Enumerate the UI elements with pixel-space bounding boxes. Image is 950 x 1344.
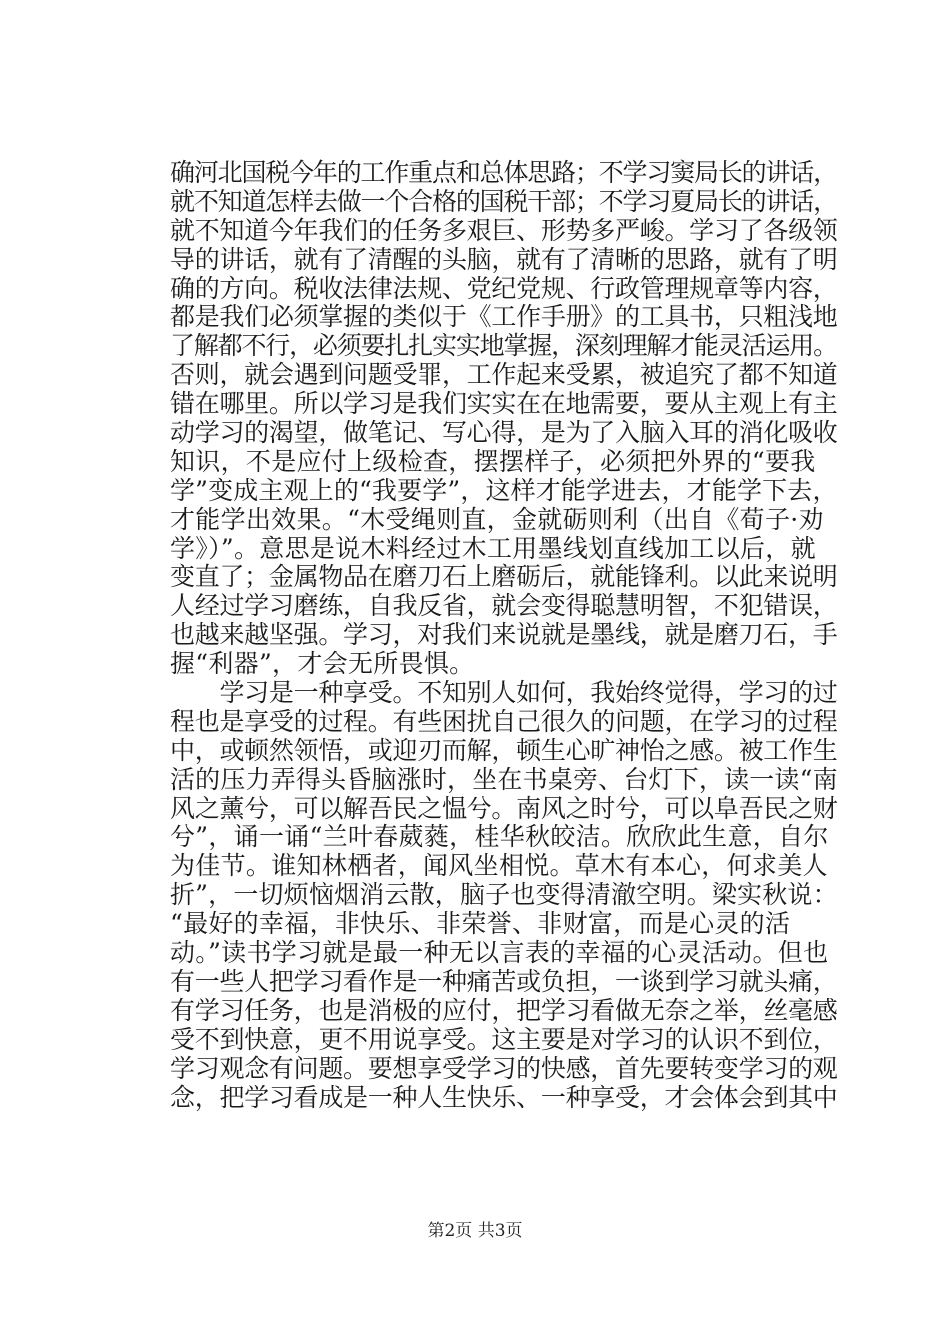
text-line: 学习观念有问题。要想享受学习的快感，首先要转变学习的观: [170, 1053, 838, 1083]
text-line: 了解都不行，必须要扎扎实实地掌握，深刻理解才能灵活运用。: [170, 331, 837, 361]
text-line: 学”变成主观上的“我要学”，这样才能学进去，才能学下去，: [170, 475, 838, 505]
text-line: 动。”读书学习就是最一种无以言表的幸福的心灵活动。但也: [170, 938, 829, 968]
document-body: [170, 159, 838, 1112]
text-line: 否则，就会遇到问题受罪，工作起来受累，被追究了都不知道: [170, 360, 838, 390]
text-line: 程也是享受的过程。有些困扰自己很久的问题，在学习的过程: [170, 706, 838, 736]
text-line: 风之薰兮，可以解吾民之愠兮。南风之时兮，可以阜吾民之财: [170, 793, 838, 823]
text-line: 错在哪里。所以学习是我们实实在在地需要，要从主观上有主: [170, 389, 838, 419]
text-line: 折”，一切烦恼烟消云散，脑子也变得清澈空明。梁实秋说：: [170, 880, 838, 910]
text-line: 变直了；金属物品在磨刀石上磨砺后，就能锋利。以此来说明: [170, 562, 838, 592]
text-line: 为佳节。谁知林栖者，闻风坐相悦。草木有本心，何求美人: [170, 851, 828, 881]
text-line: 学习是一种享受。不知别人如何，我始终觉得，学习的过: [170, 678, 838, 708]
text-line: 也越来越坚强。学习，对我们来说就是墨线，就是磨刀石，手: [170, 620, 838, 650]
text-line: 活的压力弄得头昏脑涨时，坐在书桌旁、台灯下，读一读“南: [170, 764, 838, 794]
text-line: 人经过学习磨练，自我反省，就会变得聪慧明智，不犯错误，: [170, 591, 838, 621]
text-line: 受不到快意，更不用说享受。这主要是对学习的认识不到位，: [170, 1024, 838, 1054]
text-line: 知识，不是应付上级检查，摆摆样子，必须把外界的“要我: [170, 446, 816, 476]
text-line: 就不知道怎样去做一个合格的国税干部；不学习夏局长的讲话，: [170, 186, 837, 216]
text-line: 有一些人把学习看作是一种痛苦或负担，一谈到学习就头痛，: [170, 966, 838, 996]
text-line: 才能学出效果。“木受绳则直，金就砺则利（出自《荀子·劝: [170, 504, 824, 534]
text-line: 握“利器”，才会无所畏惧。: [170, 649, 475, 679]
text-line: 动学习的渴望，做笔记、写心得，是为了入脑入耳的消化吸收: [170, 418, 838, 448]
text-line: “最好的幸福，非快乐、非荣誉、非财富，而是心灵的活: [170, 909, 791, 939]
text-line: 中，或顿然领悟，或迎刃而解，顿生心旷神怡之感。被工作生: [170, 735, 838, 765]
text-line: 念，把学习看成是一种人生快乐、一种享受，才会体会到其中: [170, 1082, 838, 1112]
text-line: 都是我们必须掌握的类似于《工作手册》的工具书，只粗浅地: [170, 302, 838, 332]
text-line: 确的方向。税收法律法规、党纪党规、行政管理规章等内容，: [170, 273, 838, 303]
text-line: 就不知道今年我们的任务多艰巨、形势多严峻。学习了各级领: [170, 215, 838, 245]
page-footer: 第2页 共3页: [427, 1221, 523, 1241]
text-line: 有学习任务，也是消极的应付，把学习看做无奈之举，丝毫感: [170, 995, 838, 1025]
text-line: 学》）”。意思是说木料经过木工用墨线划直线加工以后，就: [170, 533, 816, 563]
text-line: 兮”，诵一诵“兰叶春葳蕤，桂华秋皎洁。欣欣此生意，自尔: [170, 822, 829, 852]
text-line: 确河北国税今年的工作重点和总体思路；不学习窦局长的讲话，: [170, 158, 837, 187]
text-line: 导的讲话，就有了清醒的头脑，就有了清晰的思路，就有了明: [170, 244, 838, 274]
